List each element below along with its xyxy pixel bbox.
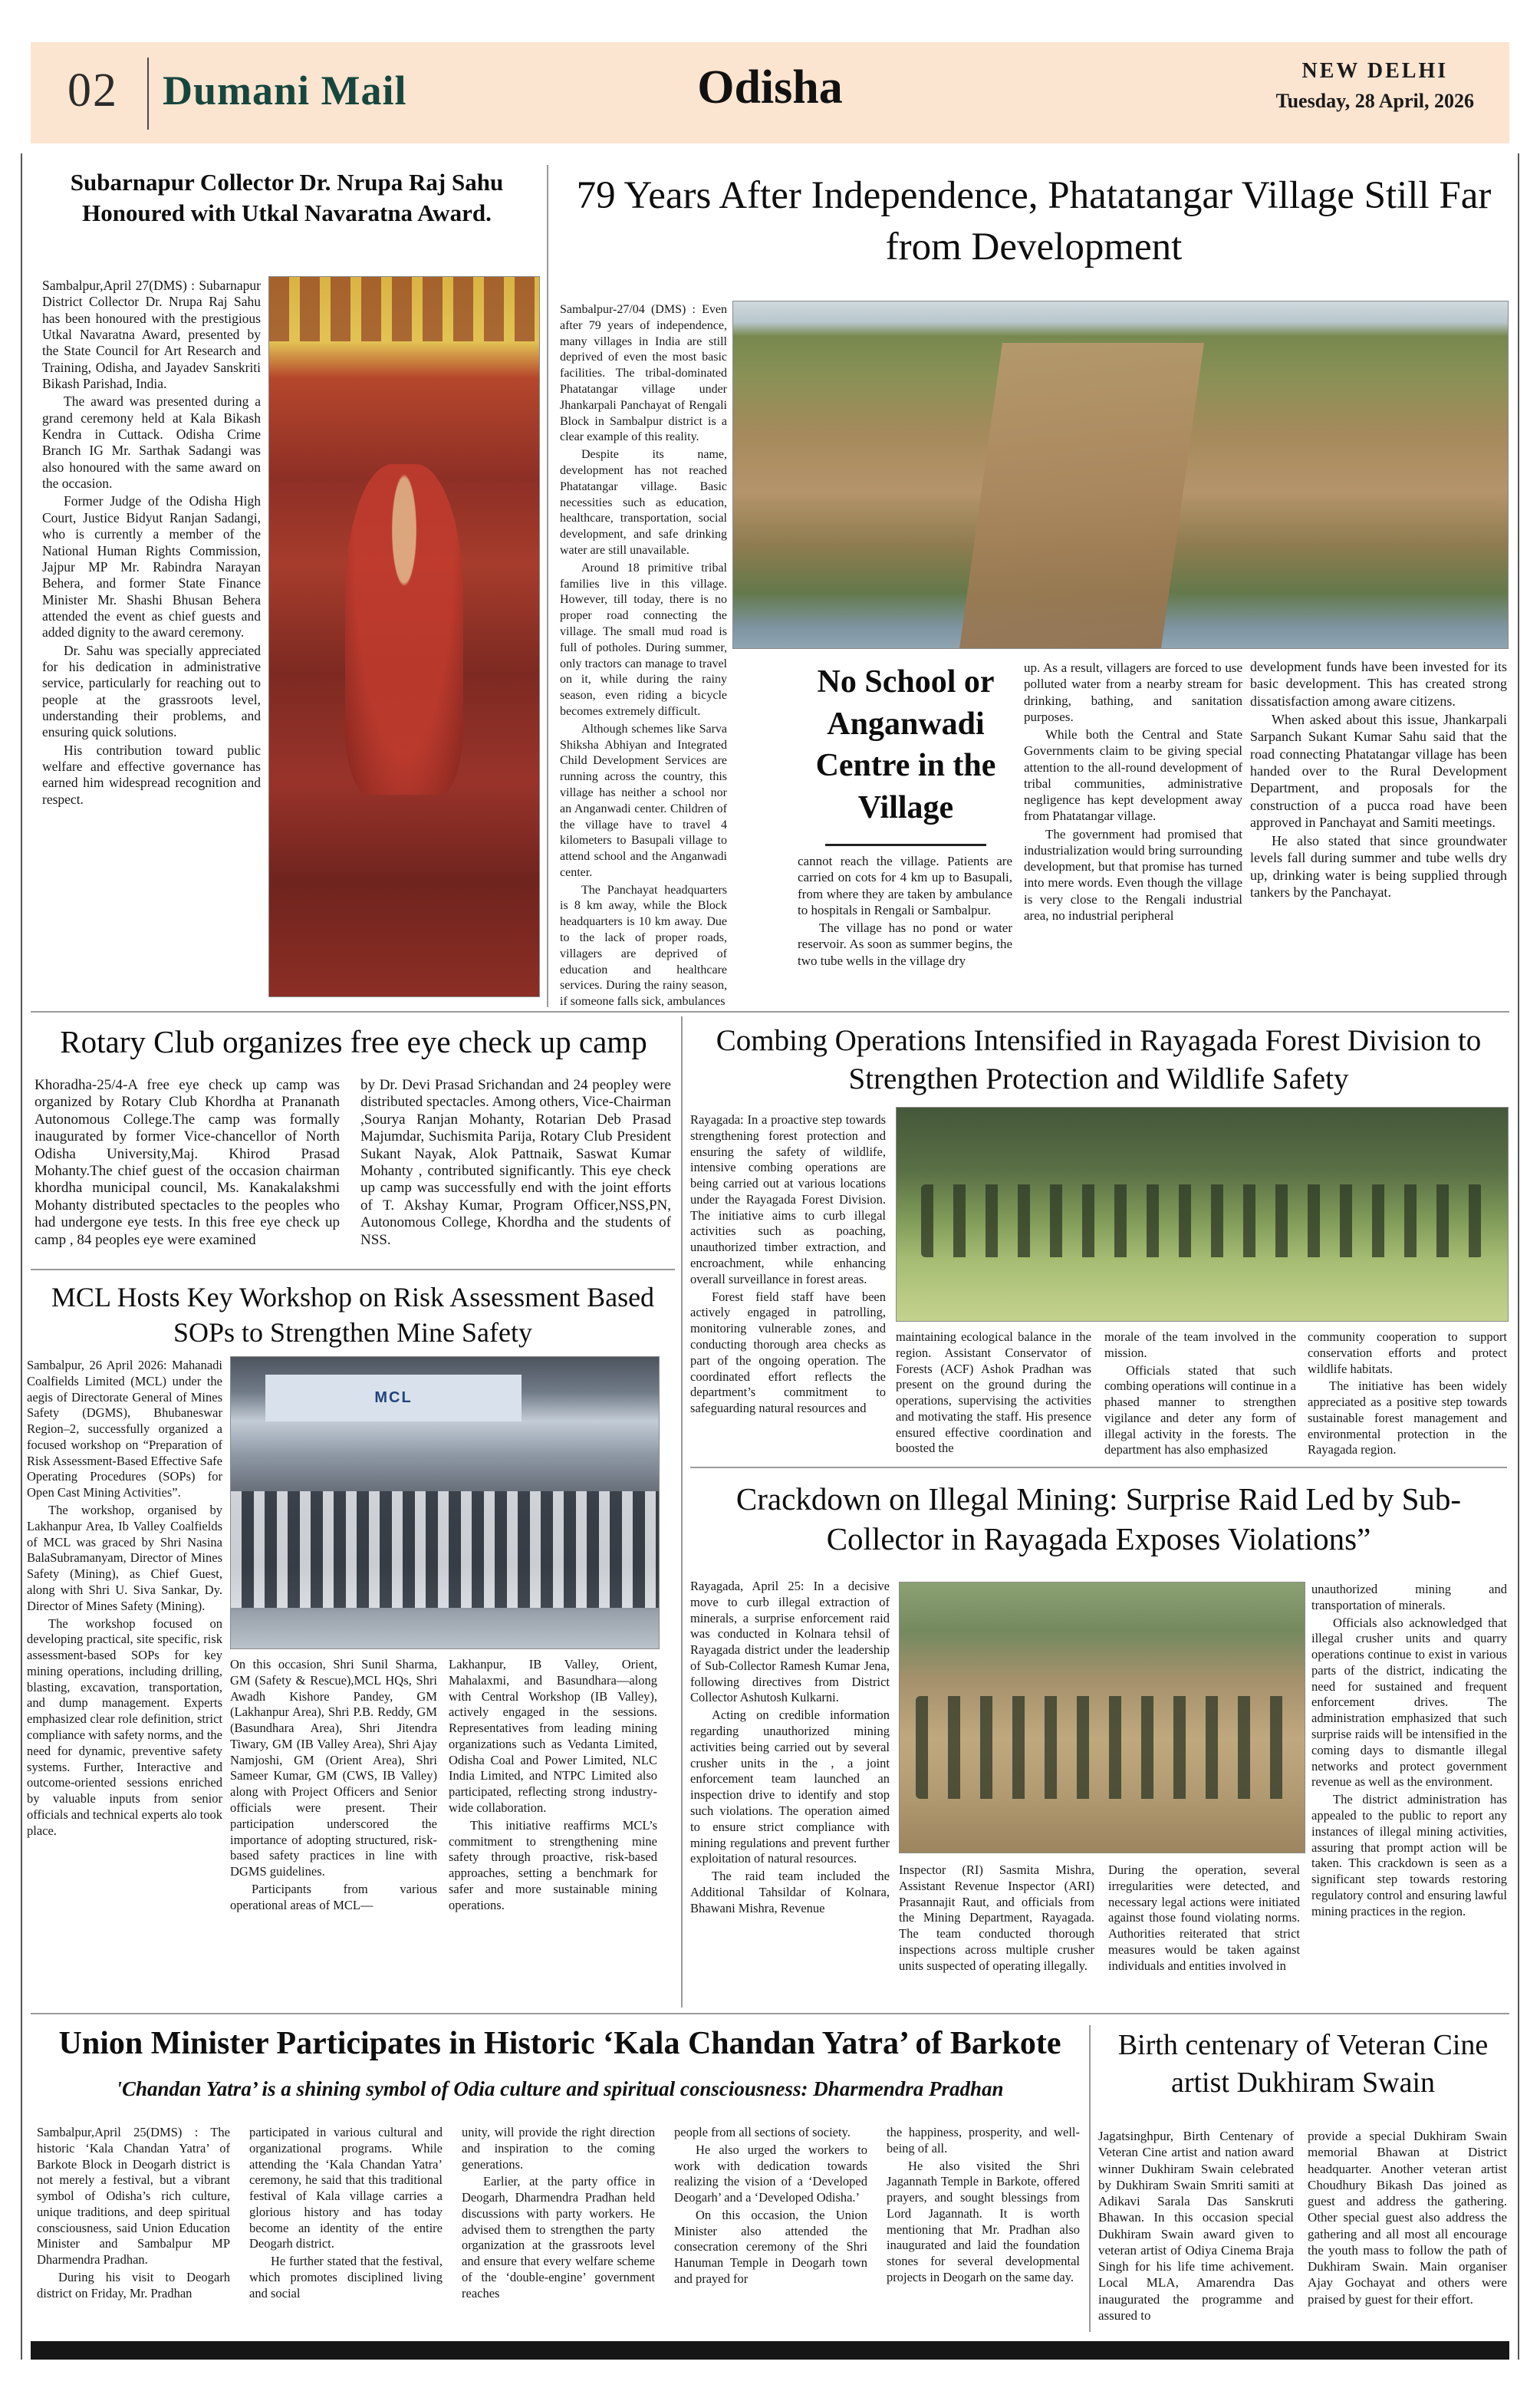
union-col5 (887, 2125, 1080, 2286)
column-rule (547, 165, 548, 1007)
mcl-workshop-group-photo (230, 1356, 660, 1649)
headline-union: Union Minister Participates in Historic ‘Kala Chandan Yatra’ of Barkote (58, 2026, 1061, 2061)
combing-col4 (1308, 1329, 1507, 1458)
paragraph: The award was presented during a grand ceremony held at Kala Bikash Kendra in Cuttack. Odisha Crime Branch IG Mr. Sarthak Sadangi was also honoured with the same award on the occasion. (42, 394, 261, 492)
centenary-col1 (1098, 2128, 1294, 2324)
headline-award: Subarnapur Collector Dr. Nrupa Raj Sahu Honoured with Utkal Navaratna Award. (70, 169, 504, 226)
paragraph: provide a special Dukhiram Swain memorial Bhawan at District headquarter. Another veteran artist Choudhury Bikash Das joined as guest and address the gathering. Other special guest also address the gathering and all most all encourage the youth mass to follow the path of Dukhiram Swain. Main organiser Ajay Gochayat and others were praised by guest for their effort. (1308, 2129, 1507, 2307)
combing-col2 (896, 1329, 1091, 1457)
headline-centenary: Birth centenary of Veteran Cine artist Dukhiram Swain (1117, 2029, 1489, 2099)
paragraph: Although schemes like Sarva Shiksha Abhiyan and Integrated Child Development Services are running across the country, this village has neither a school nor an Anganwadi center. Children of the village have to travel 4 kilometers to Basupali village to attend school and the Anganwadi center. (560, 722, 727, 879)
paragraph: His contribution toward public welfare and effective governance has earned him widespread recognition and respect. (42, 742, 261, 807)
paragraph: He also urged the workers to work with dedication towards realizing the vision of a ‘Developed Deogarh’ and a ‘Developed Odisha.’ (674, 2142, 867, 2205)
page-number: 02 (67, 64, 118, 117)
paragraph: Sambalpur,April 25(DMS) : The historic ‘Kala Chandan Yatra’ of Barkote Block in Deogarh district is not merely a festival, but a vibrant symbol of Odisha’s rich culture, unique traditions, and deep spiritual consciousness, said Union Education Minister and Sambalpur MP Dharmendra Pradhan. (37, 2125, 230, 2268)
paragraph: participated in various cultural and organizational programs. While attending the ‘Kala Chandan Yatra’ ceremony, he said that this traditional festival of Kala village carries a glorious history and has today become an identity of the entire Deogarh district. (249, 2125, 443, 2251)
union-col3 (462, 2125, 655, 2302)
paragraph: Khoradha-25/4-A free eye check up camp was organized by Rotary Club Khordha at Prananath Autonomous College.The camp was formally inaugurated by former Vice-chancellor of North Odisha University,Maj. Khirod Prasad Mohanty.The chief guest of the occasion chairman khordha municipal council, Ms. Kanakalakshmi Mohanty distributed spectacles to the peoples who had undergone eye tests. In this free eye check up camp , 84 peoples eye were examined (35, 1077, 340, 1248)
edition-date: Tuesday, 28 April, 2026 (1275, 90, 1474, 112)
mcl-col1 (27, 1358, 222, 1839)
village-dirt-road-photo (732, 301, 1509, 649)
mcl-col2 (230, 1657, 437, 1914)
paragraph: Around 18 primitive tribal families live in this village. However, till today, there is no proper road connecting the village. The small mud road is full of potholes. During summer, only tractors can manage to travel on it, while during the rainy season, even riding a bicycle becomes extremely difficult. (560, 561, 727, 718)
combing-col1 (690, 1112, 886, 1417)
newspaper-name: Dumani Mail (163, 68, 407, 114)
raid-officials-figures (916, 1696, 1288, 1799)
combing-col3 (1104, 1329, 1296, 1458)
paragraph: unauthorized mining and transportation of minerals. (1311, 1582, 1507, 1612)
callout-text: No School or Anganwadi Centre in the Village (815, 664, 996, 825)
edition-city: NEW DELHI (1301, 59, 1449, 83)
paragraph: The government had promised that industrialization would bring surrounding development, but that promise has turned into mere words. Even though the village is very close to the Rengali industrial area, no industrial peripheral (1024, 826, 1242, 923)
paragraph: Jagatsinghpur, Birth Centenary of Veteran Cine artist and nation award winner Dukhiram Swain celebrated by Dukhiram Swain Smriti samiti at Adikavi Sarala Das Sanskruti Bhawan. In this occasion special Dukhiram Swain award given to veteran artist of Odiya Cinema Braja Singh for his life time achivement. Local MLA, Amarendra Das inaugurated the programme and assured to (1098, 2129, 1294, 2323)
paragraph: unity, will provide the right direction and inspiration to the coming generations. (462, 2125, 655, 2172)
awardee-figure (345, 464, 464, 795)
paragraph: Rayagada: In a proactive step towards strengthening forest protection and ensuring the safety of wildlife, intensive combing operations are being carried out at various locations under the Rayagada Forest Division. The initiative aims to curb illegal activities such as poaching, unauthorized timber extraction, and encroachment, while enhancing overall surveillance in forest areas. (690, 1112, 886, 1286)
village-col1 (560, 302, 727, 1010)
crackdown-col4 (1311, 1582, 1507, 1919)
workshop-attendees (231, 1491, 659, 1608)
village-col2 (798, 853, 1012, 969)
paragraph: He further stated that the festival, which promotes disciplined living and social (249, 2254, 443, 2301)
paragraph: During the operation, several irregularities were detected, and necessary legal actions were initiated against those found violating norms. Authorities reiterated that strict measures would be taken against individuals and entities involved in (1108, 1863, 1300, 1973)
paragraph: morale of the team involved in the mission. (1104, 1329, 1296, 1360)
paragraph: The Panchayat headquarters is 8 km away, while the Block headquarters is 10 km away. Due to the lack of proper roads, villagers are deprived of education and healthcare services. During the rainy season, if someone falls sick, ambulances (560, 883, 727, 1009)
mcl-col3 (449, 1657, 657, 1914)
paragraph: Sambalpur-27/04 (DMS) : Even after 79 years of independence, many villages in India are still deprived of even the most basic facilities. The tribal-dominated Phatatangar village under Jhankarpali Panchayat of Rengali Block in Sambalpur district is a clear example of this reality. (560, 303, 727, 444)
column-rule (681, 1016, 683, 2007)
paragraph: He also visited the Shri Jagannath Temple in Barkote, offered prayers, and sought blessings from Lord Jagannath. It is worth mentioning that Mr. Pradhan also inaugurated and laid the foundation stones for several developmental projects in Deogarh on the same day. (887, 2158, 1080, 2285)
village-col4 (1250, 658, 1507, 901)
headline-village: 79 Years After Independence, Phatatangar Village Still Far from Development (576, 174, 1492, 269)
paragraph: Sambalpur,April 27(DMS) : Subarnapur District Collector Dr. Nrupa Raj Sahu has been honoured with the prestigious Utkal Navaratna Award, presented by the State Council for Art Research and Training, Odisha, and Jayadev Sanskriti Bikash Parishad, India. (42, 278, 261, 392)
forest-staff-group-photo (896, 1107, 1509, 1322)
paragraph: The district administration has appealed to the public to report any instances of illegal mining activities, assuring that prompt action will be taken. This crackdown is seen as a significant step towards restoring regulatory control and ensuring lawful mining practices in the region. (1311, 1792, 1507, 1918)
crackdown-col1 (690, 1579, 890, 1916)
paragraph: people from all sections of society. (674, 2125, 851, 2139)
union-col1 (37, 2125, 230, 2302)
paragraph: community cooperation to support conservation efforts and protect wildlife habitats. (1308, 1329, 1507, 1376)
masthead-bar (31, 42, 1509, 143)
union-subhead: 'Chandan Yatra’ is a shining symbol of Odia culture and spiritual consciousness: Dharmendra Pradhan (116, 2077, 1004, 2100)
page-left-rule (21, 153, 22, 2360)
village-col3 (1024, 660, 1242, 924)
paragraph: The workshop, organised by Lakhanpur Area, Ib Valley Coalfields of MCL was graced by Shri Nasina BalaSubramanyam, Director of Mines Safety (Mining), as Chief Guest, along with Shri U. Siva Sankar, Dy. Director of Mines Safety (Mining). (27, 1503, 222, 1613)
section-rule (31, 1011, 1509, 1013)
paragraph: Acting on credible information regarding unauthorized mining activities being carried out by several crusher units in the , a joint enforcement team launched an inspection drive to identify and stop such violations. The operation aimed to ensure strict compliance with mining regulations and prevent further exploitation of natural resources. (690, 1708, 890, 1866)
section-rule (31, 2013, 1509, 2014)
paragraph: This initiative reaffirms MCL’s commitment to strengthening mine safety through proactive, risk-based approaches, setting a benchmark for safer and more sustainable mining operations. (449, 1817, 657, 1912)
union-col4 (674, 2125, 867, 2287)
paragraph: Despite its name, development has not reached Phatatangar village. Basic necessities such as education, healthcare, transportation, social development, and safe drinking water are still unavailable. (560, 448, 727, 557)
headline-rotary: Rotary Club organizes free eye check up camp (60, 1024, 647, 1059)
edition-block (1276, 59, 1474, 113)
centenary-col2 (1308, 2128, 1507, 2307)
paragraph: Forest field staff have been actively engaged in patrolling, monitoring vulnerable zones, and conducting thorough area checks as part of the ongoing operation. The coordinated effort reflects the department’s commitment to safeguarding natural resources and (690, 1289, 886, 1416)
paragraph: Officials stated that such combing operations will continue in a phased manner to strengthen vigilance and deter any form of illegal activity in the forests. The department has also emphasized (1104, 1362, 1296, 1457)
page-bottom-bar (31, 2341, 1509, 2360)
paragraph: When asked about this issue, Jhankarpali Sarpanch Sukant Kumar Sahu said that the road connecting Phatatangar village has been handed over to the Rural Development Department, and proposals for the construction of a pucca road have been approved in Panchayat and Samiti meetings. (1250, 711, 1507, 830)
award-body-column (42, 278, 261, 808)
rotary-col2 (360, 1077, 671, 1249)
stage-banner (269, 277, 539, 341)
section-rule (690, 1467, 1507, 1468)
page-right-rule (1518, 153, 1519, 2360)
paragraph: Sambalpur, 26 April 2026: Mahanadi Coalfields Limited (MCL) under the aegis of Directorate General of Mines Safety (DGMS), Bhubaneswar Region–2, successfully organized a focused workshop on “Preparation of Risk Assessment-Based Effective Safe Operating Procedures (SOPs) for Open Cast Mining Activities”. (27, 1358, 222, 1500)
section-title: Odisha (697, 61, 843, 114)
paragraph: Participants from various operational areas of MCL— (230, 1881, 437, 1912)
paragraph: by Dr. Devi Prasad Srichandan and 24 peopley were distributed spectacles. Among others, Vice-Chairman ,Sourya Ranjan Mohanty, Rotarian Deb Prasad Majumdar, Suchismita Parija, Rotary Club President Sukant Nayak, Alok Pattnaik, Saswat Kumar Mohanty , contributed significantly. This eye check up camp was successfully end with the joint efforts of T. Akshay Kumar, Program Officer,NSS,PN, Autonomous College, Khordha and the students of NSS. (360, 1077, 671, 1248)
dirt-track (959, 343, 1203, 648)
callout-rule (825, 844, 986, 846)
paragraph: Earlier, at the party office in Deogarh, Dharmendra Pradhan held discussions with party workers. He advised them to strengthen the party organization at the grassroots level and ensure that every welfare scheme of the ‘double-engine’ government reaches (462, 2174, 655, 2301)
paragraph: Lakhanpur, IB Valley, Orient, Mahalaxmi, and Basundhara—along with Central Workshop (IB Valley), actively engaged in the sessions. Representatives from leading mining organizations such as Vedanta Limited, Odisha Coal and Power Limited, NLC India Limited, and NTPC Limited also participated, reflecting strong industry-wide collaboration. (449, 1657, 657, 1816)
headline-combing: Combing Operations Intensified in Rayagada Forest Division to Strengthen Protection and Wildlife Safety (716, 1024, 1482, 1095)
paragraph: While both the Central and State Governments claim to be giving special attention to the all-round development of tribal communities, administrative negligence has kept development away from Phatatangar village. (1024, 727, 1242, 824)
paragraph: The initiative has been widely appreciated as a positive step towards sustainable forest management and environmental protection in the Rayagada region. (1308, 1378, 1507, 1457)
paragraph: He also stated that since groundwater levels fall during summer and tube wells dry up, drinking water is being supplied through tankers by the Panchayat. (1250, 833, 1507, 901)
paragraph: up. As a result, villagers are forced to use polluted water from a nearby stream for drinking, bathing, and sanitation purposes. (1024, 660, 1242, 724)
column-rule (1089, 2025, 1091, 2332)
crackdown-col3 (1108, 1863, 1300, 1974)
paragraph: the happiness, prosperity, and well-being of all. (887, 2125, 1080, 2156)
paragraph: On this occasion, the Union Minister also attended the consecration ceremony of the Shri Hanuman Temple in Deogarh town and prayed for (674, 2207, 867, 2287)
village-callout (801, 661, 1010, 846)
award-ceremony-photo (268, 276, 540, 997)
headline-mcl: MCL Hosts Key Workshop on Risk Assessment Based SOPs to Strengthen Mine Safety (51, 1282, 655, 1349)
paragraph: During his visit to Deogarh district on Friday, Mr. Pradhan (37, 2270, 230, 2301)
paragraph: Former Judge of the Odisha High Court, Justice Bidyut Ranjan Sadangi, who is currently a member of the National Human Rights Commission, Jajpur MP Mr. Rabindra Narayan Behera, and former State Finance Minister Mr. Shashi Bhusan Behera attended the event as chief guests and added dignity to the award ceremony. (42, 493, 261, 641)
paragraph: Dr. Sahu was specially appreciated for his dedication in administrative service, particularly for reaching out to people at the grassroots level, understanding their problems, and ensuring quick solutions. (42, 642, 261, 740)
paragraph: The raid team included the Additional Tahsildar of Kolnara, Bhawani Mishra, Revenue (690, 1869, 890, 1915)
section-rule (31, 1269, 675, 1270)
union-col2 (249, 2125, 443, 2302)
paragraph: On this occasion, Shri Sunil Sharma, GM (Safety & Rescue),MCL HQs, Shri Awadh Kishore Pandey, GM (Lakhanpur Area), Shri P.B. Reddy, GM (Basundhara Area), Shri Jitendra Tiwary, GM (IB Valley Area), Shri Ajay Namjoshi, GM (Orient Area), Shri Sameer Kumar, GM (CWS, IB Valley) along with Project Officers and Senior officials were present. Their participation underscored the importance of adopting structured, risk-based safety practices in line with DGMS guidelines. (230, 1657, 437, 1879)
paragraph: development funds have been invested for its basic development. This has created strong dissatisfaction among aware citizens. (1250, 659, 1507, 709)
mining-raid-site-photo (899, 1582, 1305, 1853)
paragraph: Inspector (RI) Sasmita Mishra, Assistant Revenue Inspector (ARI) Prasannajit Raut, and officials from the Mining Department, Rayagada. The team conducted thorough inspections across multiple crusher units suspected of operating illegally. (899, 1863, 1094, 1973)
rotary-col1 (35, 1077, 340, 1249)
paragraph: The village has no pond or water reservoir. As soon as summer begins, the two tube wells in the village dry (798, 921, 1012, 968)
paragraph: Rayagada, April 25: In a decisive move to curb illegal extraction of minerals, a surprise enforcement raid was conducted in Kolnara tehsil of Rayagada district under the leadership of Sub-Collector Ramesh Kumar Jena, following directives from District Collector Ashutosh Kulkarni. (690, 1579, 890, 1705)
paragraph: The workshop focused on developing practical, site specific, risk assessment-based SOPs for key mining operations, including drilling, blasting, excavation, transportation, and dump management. Experts emphasized clear role definition, strict compliance with safety norms, and the need for dynamic, preventive safety systems. Further, Interactive and outcome-oriented sessions enriched by valuable inputs from senior officials and technical experts alo took place. (27, 1615, 222, 1838)
paragraph: cannot reach the village. Patients are carried on cots for 4 km up to Basupali, from where they are taken by ambulance to hospitals in Rengali or Sambalpur. (798, 854, 1012, 917)
crackdown-col2 (899, 1863, 1094, 1974)
paragraph: Officials also acknowledged that illegal crusher units and quarry operations continue to exist in various parts of the district, indicating the need for sustained and frequent enforcement drives. The administration emphasized that such surprise raids will be intensified in the coming days to dismantle illegal networks and protect government revenue as well as the environment. (1311, 1615, 1507, 1790)
paragraph: maintaining ecological balance in the region. Assistant Conservator of Forests (ACF) Ashok Pradhan was present on the ground during the operations, supervising the activities and motivating the staff. His presence ensured effective coordination and boosted the (896, 1329, 1091, 1456)
staff-figures (921, 1184, 1483, 1257)
headline-crackdown: Crackdown on Illegal Mining: Surprise Raid Led by Sub-Collector in Rayagada Exposes Violations” (735, 1481, 1462, 1557)
workshop-banner: MCL (265, 1375, 522, 1421)
